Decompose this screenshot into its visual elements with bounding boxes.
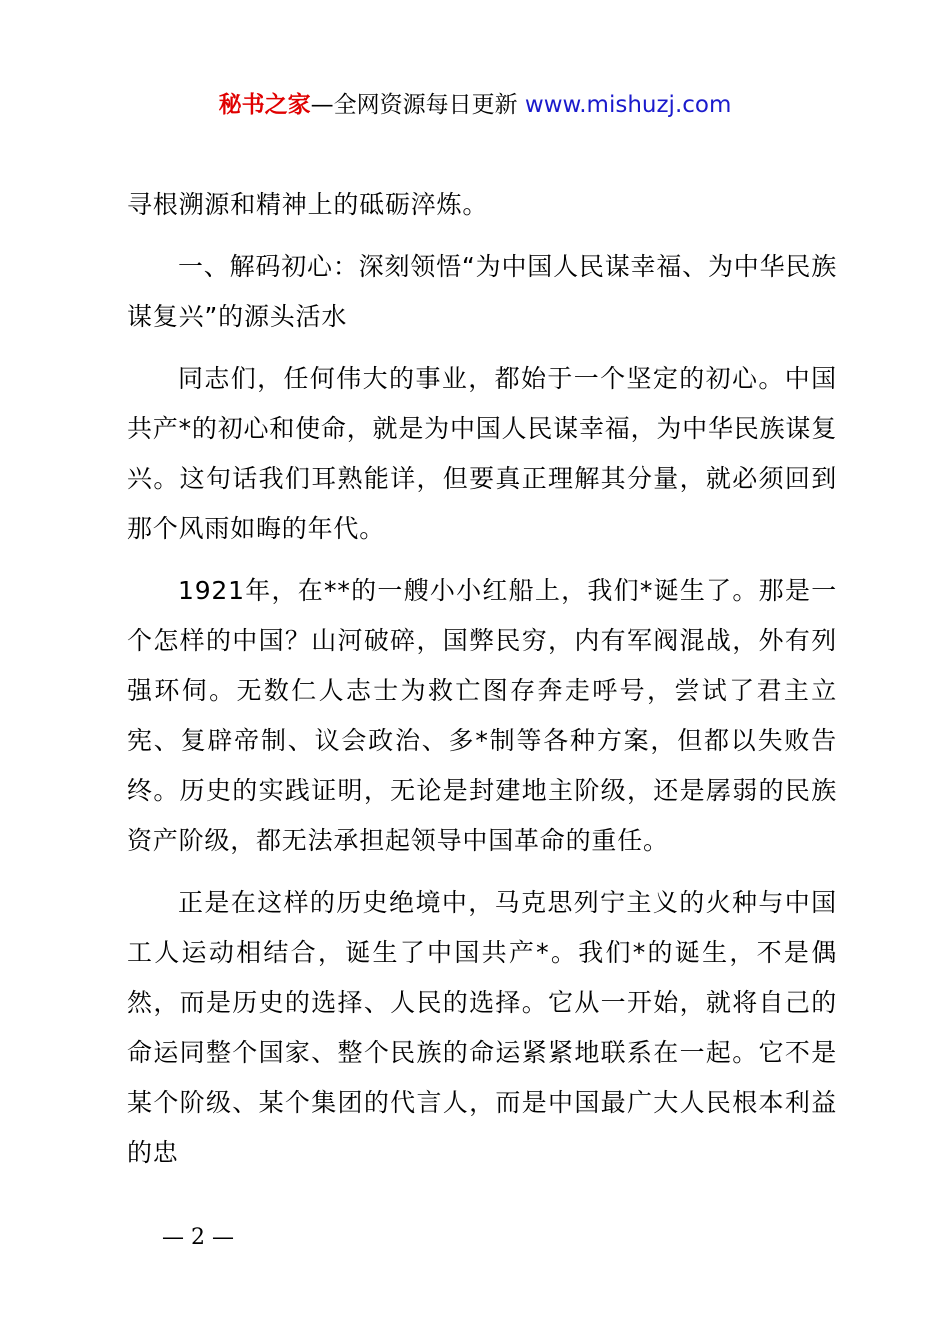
header-tagline: —全网资源每日更新	[310, 92, 518, 118]
page-header	[0, 88, 950, 122]
paragraph-continuation: 寻根溯源和精神上的砥砺淬炼。	[127, 190, 489, 219]
header-brand: 秘书之家	[218, 92, 311, 118]
document-body	[127, 180, 837, 1190]
header-url[interactable]: www.mishuzj.com	[524, 92, 732, 118]
page-number: — 2 —	[162, 1225, 234, 1250]
paragraph: 正是在这样的历史绝境中，马克思列宁主义的火种与中国工人运动相结合，诞生了中国共产*。我们*的诞生，不是偶然，而是历史的选择、人民的选择。它从一开始，就将自己的命运同整个国家、整个民族的命运紧紧地联系在一起。它不是某个阶级、某个集团的代言人，而是中国最广大人民根本利益的忠	[127, 888, 837, 1167]
paragraph: 1921年，在**的一艘小小红船上，我们*诞生了。那是一个怎样的中国？山河破碎，国弊民穷，内有军阀混战，外有列强环伺。无数仁人志士为救亡图存奔走呼号，尝试了君主立宪、复辟帝制、议会政治、多*制等各种方案，但都以失败告终。历史的实践证明，无论是封建地主阶级，还是孱弱的民族资产阶级，都无法承担起领导中国革命的重任。	[127, 576, 837, 855]
paragraph: 同志们，任何伟大的事业，都始于一个坚定的初心。中国共产*的初心和使命，就是为中国人民谋幸福，为中华民族谋复兴。这句话我们耳熟能详，但要真正理解其分量，就必须回到那个风雨如晦的年代。	[127, 364, 837, 543]
section-heading: 一、解码初心：深刻领悟“为中国人民谋幸福、为中华民族谋复兴”的源头活水	[127, 252, 837, 331]
